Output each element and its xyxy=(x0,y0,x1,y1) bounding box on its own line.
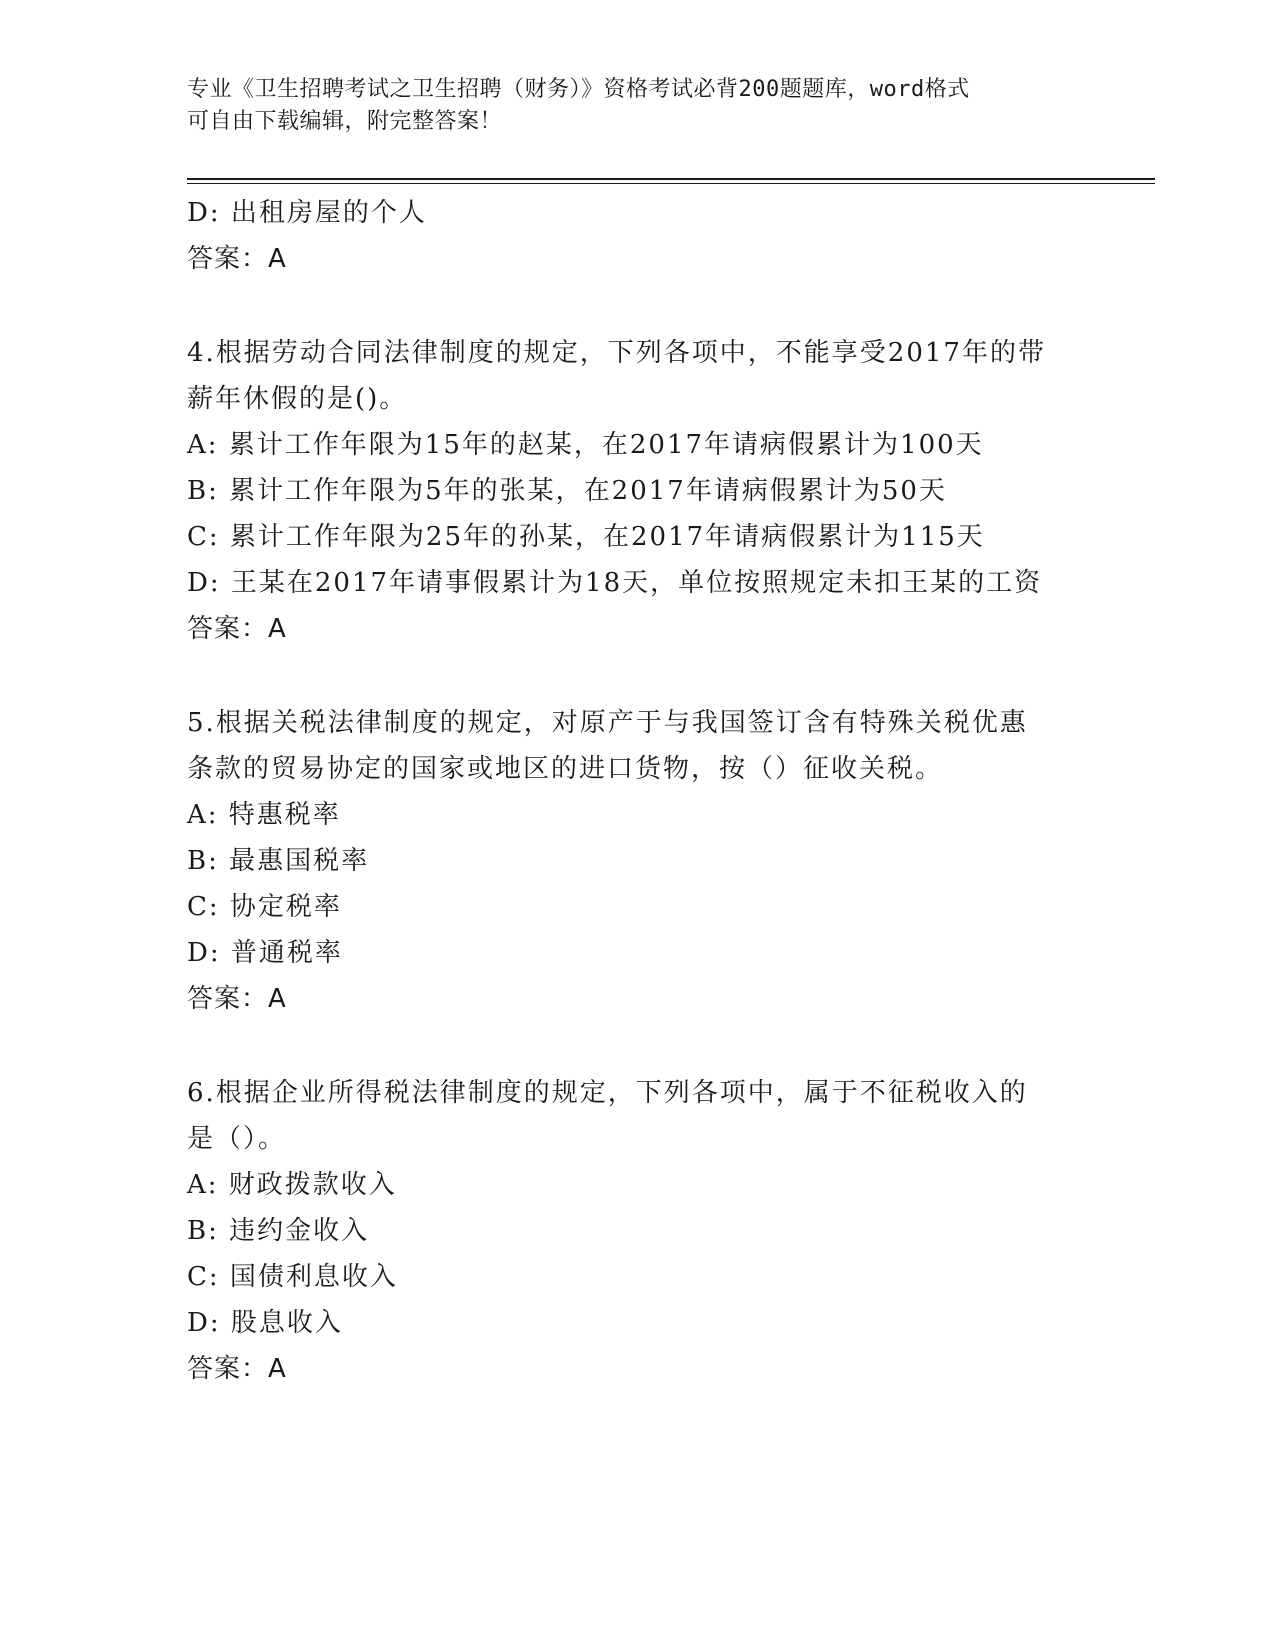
header-divider-thin xyxy=(187,183,1155,184)
document-header xyxy=(187,74,1087,138)
spacer xyxy=(187,282,1087,330)
question-stem: 4.根据劳动合同法律制度的规定，下列各项中，不能享受2017年的带 xyxy=(187,338,1046,368)
question-3-tail xyxy=(187,190,1087,282)
question-6 xyxy=(187,1070,1087,1392)
header-divider-thick xyxy=(187,178,1155,180)
spacer xyxy=(187,652,1087,700)
spacer xyxy=(187,1022,1087,1070)
question-stem: 薪年休假的是()。 xyxy=(187,384,408,414)
option-b: B: 违约金收入 xyxy=(187,1216,370,1246)
header-line-1: 专业《卫生招聘考试之卫生招聘（财务）》资格考试必背200题题库，word格式 xyxy=(187,77,970,102)
question-stem: 是（）。 xyxy=(187,1124,287,1154)
answer: 答案：A xyxy=(187,244,287,274)
option-d: D: 股息收入 xyxy=(187,1308,343,1338)
option-d: D: 出租房屋的个人 xyxy=(187,198,427,228)
option-a: A: 特惠税率 xyxy=(187,800,341,830)
option-a: A: 累计工作年限为15年的赵某，在2017年请病假累计为100天 xyxy=(187,430,984,460)
question-4 xyxy=(187,330,1087,652)
option-c: C: 协定税率 xyxy=(187,892,342,922)
option-c: C: 国债利息收入 xyxy=(187,1262,398,1292)
answer: 答案：A xyxy=(187,614,287,644)
option-d: D: 王某在2017年请事假累计为18天，单位按照规定未扣王某的工资 xyxy=(187,568,1043,598)
option-b: B: 最惠国税率 xyxy=(187,846,370,876)
question-5 xyxy=(187,700,1087,1022)
question-stem: 5.根据关税法律制度的规定，对原产于与我国签订含有特殊关税优惠 xyxy=(187,708,1028,738)
answer: 答案：A xyxy=(187,1354,287,1384)
question-stem: 6.根据企业所得税法律制度的规定，下列各项中，属于不征税收入的 xyxy=(187,1078,1028,1108)
header-line-2: 可自由下载编辑，附完整答案！ xyxy=(187,109,503,134)
option-c: C: 累计工作年限为25年的孙某，在2017年请病假累计为115天 xyxy=(187,522,985,552)
option-b: B: 累计工作年限为5年的张某，在2017年请病假累计为50天 xyxy=(187,476,947,506)
option-a: A: 财政拨款收入 xyxy=(187,1170,397,1200)
question-stem: 条款的贸易协定的国家或地区的进口货物，按（）征收关税。 xyxy=(187,754,944,784)
document-body xyxy=(187,190,1087,1392)
answer: 答案：A xyxy=(187,984,287,1014)
option-d: D: 普通税率 xyxy=(187,938,343,968)
